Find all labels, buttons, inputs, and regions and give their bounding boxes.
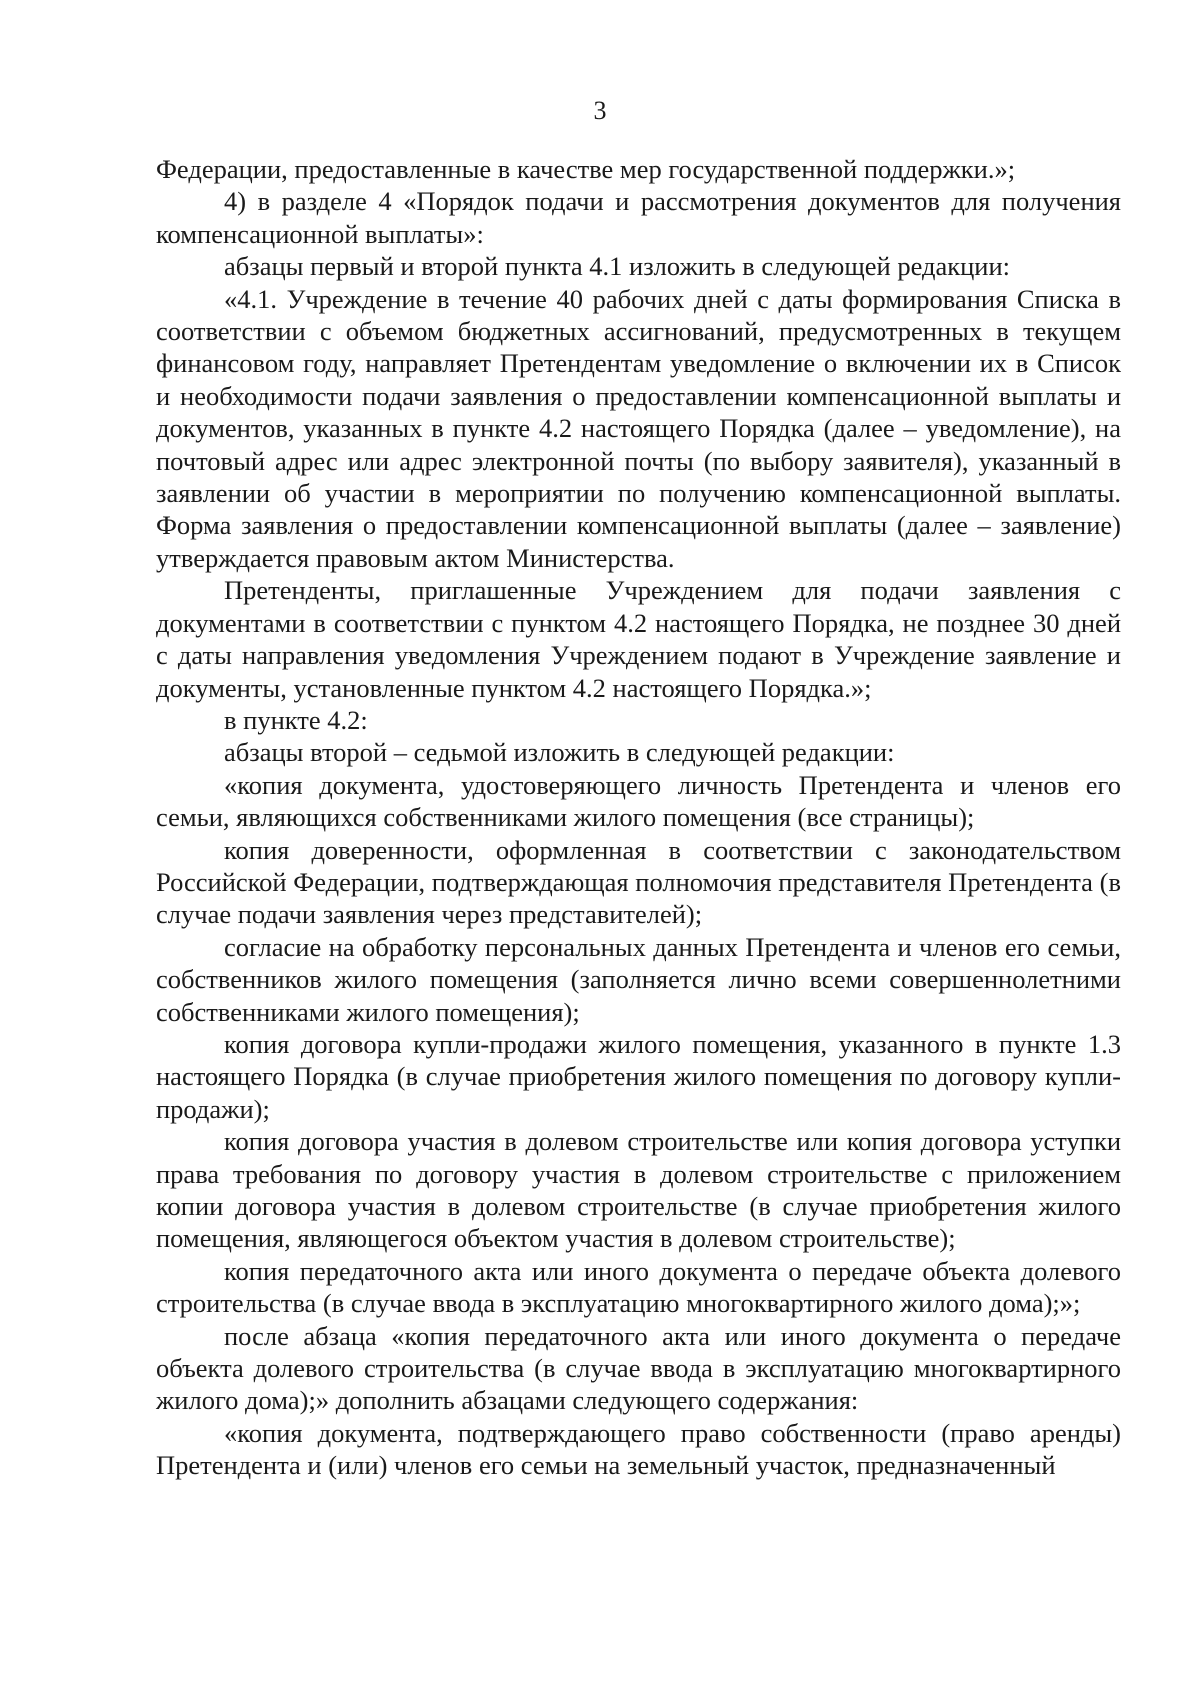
paragraph: абзацы первый и второй пункта 4.1 изложить в следующей редакции: — [224, 251, 1011, 282]
paragraph: после абзаца «копия передаточного акта или иного документа о передаче объекта долевого строительства (в случае ввода в эксплуатацию многоквартирного жилого дома);» дополнить абзацами следующего содержания: — [156, 1320, 1121, 1416]
paragraph: Федерации, предоставленные в качестве мер государственной поддержки.»; — [156, 154, 1016, 184]
paragraph: копия доверенности, оформленная в соответствии с законодательством Российской Федерации, подтверждающая полномочия представителя Претендента (в случае подачи заявления через представителей); — [156, 834, 1121, 930]
paragraph: в пункте 4.2: — [224, 704, 368, 735]
paragraph: копия договора участия в долевом строительстве или копия договора уступки права требования по договору участия в долевом строительстве с приложением копии договора участия в долевом строительстве (в случае приобретения жилого помещения, являющегося объектом участия в долевом строительстве); — [156, 1126, 1121, 1254]
paragraph: копия передаточного акта или иного документа о передаче объекта долевого строительства (в случае ввода в эксплуатацию многоквартирного жилого дома);»; — [156, 1255, 1121, 1319]
paragraph: «4.1. Учреждение в течение 40 рабочих дней с даты формирования Списка в соответствии с объемом бюджетных ассигнований, предусмотренных в текущем финансовом году, направляет Претендентам уведомление о включении их в Список и необходимости подачи заявления о предоставлении компенсационной выплаты и документов, указанных в пункте 4.2 настоящего Порядка (далее – уведомление), на почтовый адрес или адрес электронной почты (по выбору заявителя), указанный в заявлении об участии в мероприятии по получению компенсационной выплаты. Форма заявления о предоставлении компенсационной выплаты (далее – заявление) утверждается правовым актом Министерства. — [156, 283, 1121, 573]
paragraph: «копия документа, подтверждающего право собственности (право аренды) Претендента и (или) членов его семьи на земельный участок, предназначенный — [156, 1417, 1121, 1481]
paragraph: копия договора купли-продажи жилого помещения, указанного в пункте 1.3 настоящего Порядка (в случае приобретения жилого помещения по договору купли-продажи); — [156, 1028, 1121, 1124]
paragraph: согласие на обработку персональных данных Претендента и членов его семьи, собственников жилого помещения (заполняется лично всеми совершеннолетними собственниками жилого помещения); — [156, 931, 1121, 1027]
paragraph: «копия документа, удостоверяющего личность Претендента и членов его семьи, являющихся собственниками жилого помещения (все страницы); — [156, 769, 1121, 833]
paragraph: абзацы второй – седьмой изложить в следующей редакции: — [224, 737, 895, 768]
paragraph: Претенденты, приглашенные Учреждением для подачи заявления с документами в соответствии с пунктом 4.2 настоящего Порядка, не позднее 30 дней с даты направления уведомления Учреждением подают в Учреждение заявление и документы, установленные пунктом 4.2 настоящего Порядка.»; — [156, 575, 1121, 703]
page-number: 3 — [593, 96, 607, 125]
paragraph: 4) в разделе 4 «Порядок подачи и рассмотрения документов для получения компенсационной выплаты»: — [156, 186, 1121, 249]
document-body — [156, 153, 1121, 1482]
